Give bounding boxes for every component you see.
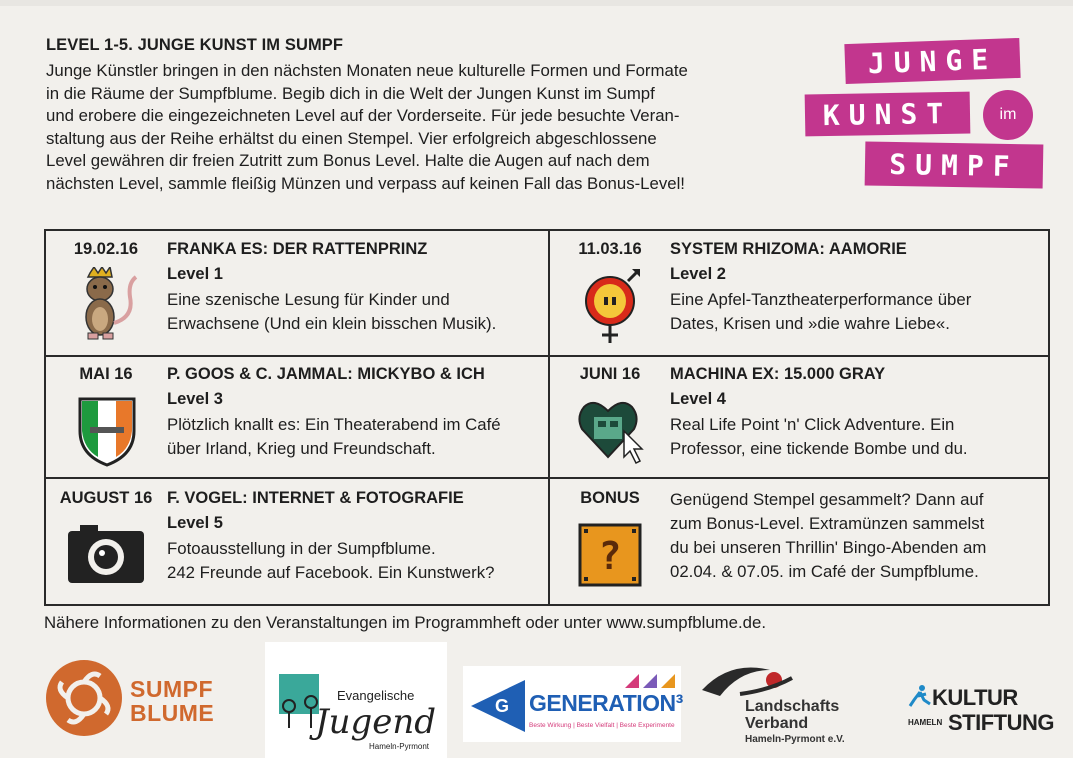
desc-line: über Irland, Krieg und Freundschaft.	[167, 439, 436, 458]
kulturstiftung-logo	[932, 686, 1018, 710]
colored-triangles-icon	[623, 672, 677, 690]
event-date: 19.02.16	[73, 240, 139, 258]
desc-line: du bei unseren Thrillin' Bingo-Abenden am	[670, 538, 987, 557]
svg-text:G: G	[495, 696, 510, 716]
sumpfblume-word-2: BLUME	[130, 700, 215, 726]
rat-king-icon	[76, 267, 140, 345]
svg-text:?: ?	[598, 534, 622, 578]
page-heading: LEVEL 1-5. JUNGE KUNST IM SUMPF	[46, 36, 344, 54]
event-level-2	[550, 231, 1052, 355]
intro-line: Level gewähren dir freien Zutritt zum Bonus Level. Halte die Augen auf nach dem	[46, 151, 650, 171]
event-bonus	[550, 479, 1052, 606]
event-date: MAI 16	[79, 365, 133, 383]
event-title: F. VOGEL: INTERNET & FOTOGRAFIE	[167, 489, 464, 507]
event-date: BONUS	[580, 489, 640, 507]
lv-line-2: Verband	[745, 715, 809, 732]
generation-name: GENERATION³	[529, 690, 683, 716]
ej-line-1: Evangelische	[337, 688, 415, 703]
event-description	[167, 288, 537, 336]
footer-info: Nähere Informationen zu den Veranstaltungen im Programmheft oder unter www.sumpfblume.de.	[44, 613, 766, 632]
logo-word-sumpf: SUMPF	[865, 141, 1044, 188]
event-description	[670, 413, 1040, 461]
evangelische-jugend-logo	[265, 642, 447, 758]
event-description	[167, 537, 537, 585]
intro-line: staltung aus der Reihe erhältst du einen Stempel. Vier erfolgreich abgeschlossene	[46, 128, 657, 148]
heart-cursor-icon	[576, 395, 648, 465]
sumpfblume-word-1: SUMPF	[130, 676, 213, 702]
generation-triangle-icon	[467, 676, 525, 734]
event-date: AUGUST 16	[59, 489, 153, 507]
generation3-logo	[463, 666, 681, 742]
event-title: MACHINA EX: 15.000 GRAY	[670, 365, 886, 383]
desc-line: Eine szenische Lesung für Kinder und	[167, 290, 450, 309]
lv-line-3: Hameln-Pyrmont e.V.	[745, 734, 845, 745]
desc-line: Fotoausstellung in der Sumpfblume.	[167, 539, 436, 558]
event-level: Level 2	[670, 265, 726, 283]
event-level-3	[46, 357, 548, 477]
events-table	[44, 229, 1050, 606]
desc-line: Erwachsene (Und ein klein bisschen Musik).	[167, 314, 497, 333]
event-level-5	[46, 479, 548, 606]
intro-paragraph	[46, 60, 776, 196]
irish-shield-icon	[76, 395, 138, 467]
camera-icon	[66, 523, 146, 585]
question-block-icon	[578, 523, 642, 587]
generation-tagline: Beste Wirkung | Beste Vielfalt | Beste Experimente	[529, 722, 675, 729]
ej-line-2: Jugend	[315, 702, 437, 742]
event-title: FRANKA ES: DER RATTENPRINZ	[167, 240, 428, 258]
event-level: Level 1	[167, 265, 223, 283]
event-date: 11.03.16	[578, 240, 642, 258]
ks-prefix: HAMELN	[908, 718, 943, 727]
intro-line: und erobere die eingezeichneten Level auf der Vorderseite. Für jede besuchte Veran-	[46, 106, 680, 126]
desc-line: 242 Freunde auf Facebook. Ein Kunstwerk?	[167, 563, 495, 582]
desc-line: Plötzlich knallt es: Ein Theaterabend im Café	[167, 415, 501, 434]
intro-line: nächsten Level, sammle fleißig Münzen und verpass auf keinen Fall das Bonus-Level!	[46, 173, 685, 193]
desc-line: Genügend Stempel gesammelt? Dann auf	[670, 490, 984, 509]
logo-badge-im: im	[983, 90, 1033, 140]
desc-line: Real Life Point 'n' Click Adventure. Ein	[670, 415, 955, 434]
landschaftsverband-logo	[745, 698, 839, 732]
page-top-edge	[0, 0, 1073, 6]
junge-kunst-logo	[805, 33, 1050, 193]
event-date: JUNI 16	[579, 365, 641, 383]
sumpfblume-logo	[44, 658, 254, 738]
desc-line: Professor, eine tickende Bombe und du.	[670, 439, 968, 458]
desc-line: Dates, Krisen und »die wahre Liebe«.	[670, 314, 950, 333]
event-level: Level 5	[167, 514, 223, 532]
logo-word-junge: JUNGE	[844, 38, 1020, 84]
ks-line-2: STIFTUNG	[948, 710, 1054, 735]
event-title: P. GOOS & C. JAMMAL: MICKYBO & ICH	[167, 365, 485, 383]
event-description	[670, 288, 1040, 336]
event-level-1	[46, 231, 548, 355]
event-level: Level 3	[167, 390, 223, 408]
event-description	[167, 413, 537, 461]
ej-line-3: Hameln-Pyrmont	[369, 742, 430, 751]
sun-spiral-icon	[44, 658, 124, 738]
event-description	[670, 488, 1040, 584]
event-level-4	[550, 357, 1052, 477]
event-title: SYSTEM RHIZOMA: AAMORIE	[670, 240, 907, 258]
apple-gender-icon	[580, 267, 644, 347]
event-level: Level 4	[670, 390, 726, 408]
logo-word-kunst: KUNST	[805, 92, 971, 137]
desc-line: 02.04. & 07.05. im Café der Sumpfblume.	[670, 562, 979, 581]
lv-line-1: Landschafts	[745, 698, 840, 715]
desc-line: Eine Apfel-Tanztheaterperformance über	[670, 290, 972, 309]
ks-line-1: KULTUR	[932, 685, 1018, 710]
landschaftsverband-swoosh-icon	[700, 660, 795, 700]
intro-line: in die Räume der Sumpfblume. Begib dich in die Welt der Jungen Kunst im Sumpf	[46, 83, 655, 103]
desc-line: zum Bonus-Level. Extramünzen sammelst	[670, 514, 985, 533]
intro-line: Junge Künstler bringen in den nächsten Monaten neue kulturelle Formen und Formate	[46, 61, 688, 80]
runner-icon	[908, 684, 932, 708]
